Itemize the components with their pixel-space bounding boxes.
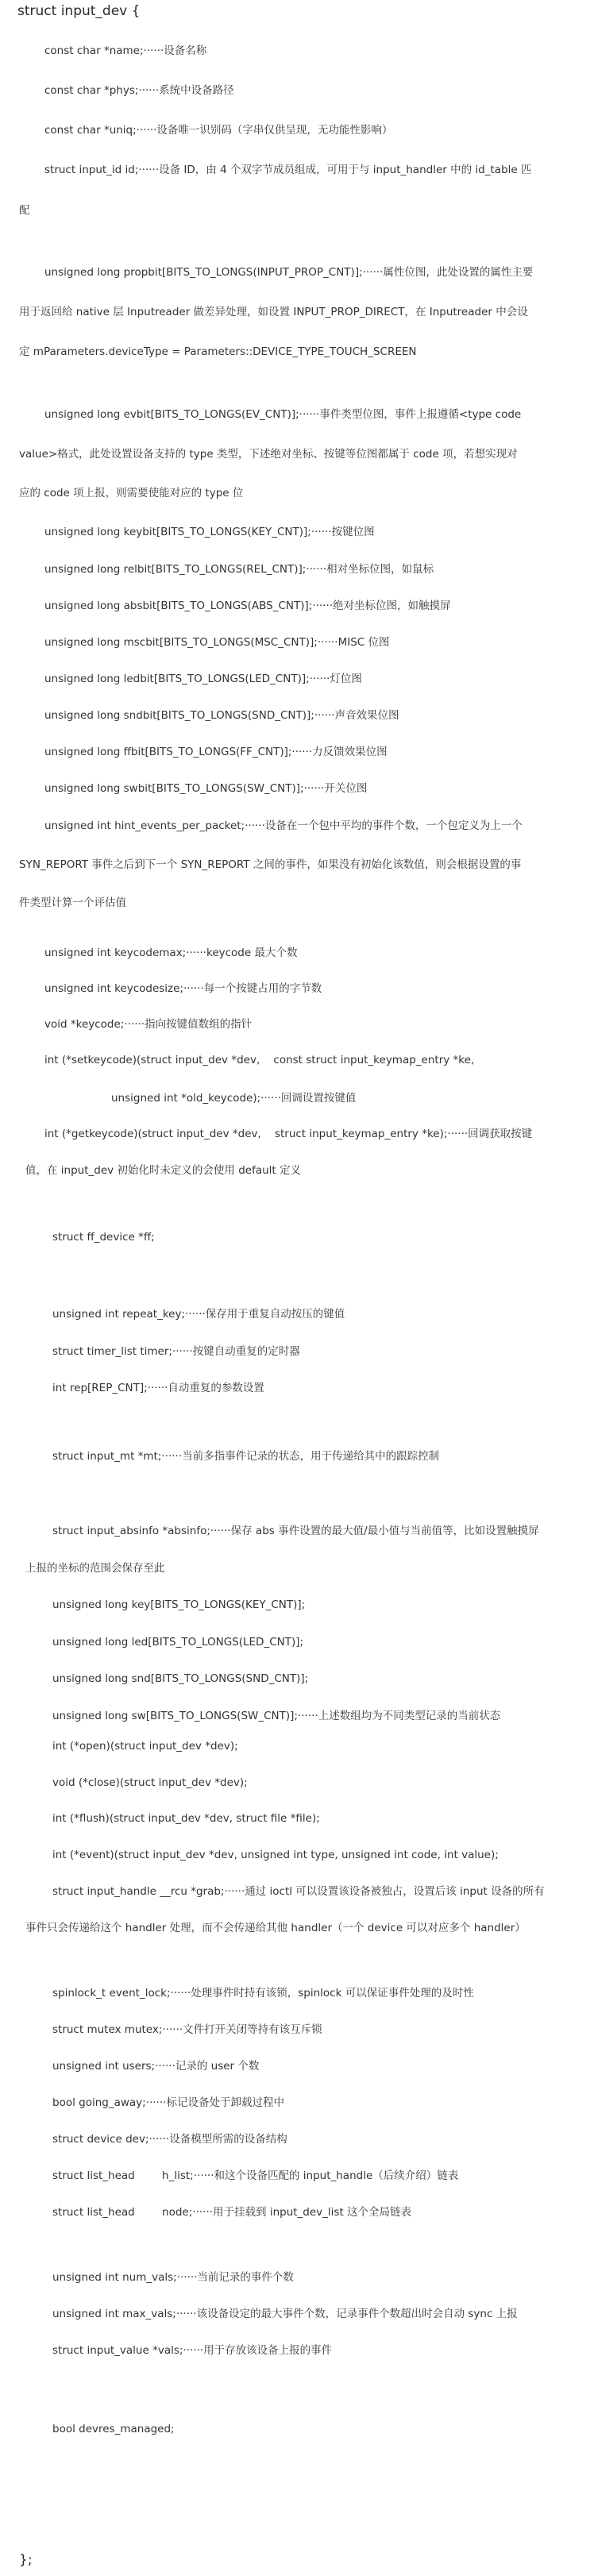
field-snd: unsigned long snd[BITS_TO_LONGS(SND_CNT)]; <box>52 1672 309 1685</box>
field-absbit: unsigned long absbit[BITS_TO_LONGS(ABS_CNT)];······绝对坐标位图，如触摸屏 <box>44 600 451 612</box>
struct-declaration-open: struct input_dev { <box>17 3 141 19</box>
field-hint-cont-1: SYN_REPORT 事件之后到下一个 SYN_REPORT 之间的事件，如果没有初始化该数值，则会根据设置的事 <box>19 858 522 871</box>
field-keybit: unsigned long keybit[BITS_TO_LONGS(KEY_CNT)];······按键位图 <box>44 526 375 538</box>
field-evbit-cont-2: 应的 code 项上报，则需要使能对应的 type 位 <box>19 487 244 499</box>
field-vals: struct input_value *vals;······用于存放该设备上报的事件 <box>52 2344 333 2357</box>
field-ff-device: struct ff_device *ff; <box>52 1231 155 1244</box>
field-devres-managed: bool devres_managed; <box>52 2423 175 2435</box>
field-phys: const char *phys;······系统中设备路径 <box>44 84 234 97</box>
field-repeat-key: unsigned int repeat_key;······保存用于重复自动按压的键值 <box>52 1308 345 1321</box>
field-propbit: unsigned long propbit[BITS_TO_LONGS(INPUT_PROP_CNT)];······属性位图，此处设置的属性主要 <box>44 266 534 279</box>
field-going-away: bool going_away;······标记设备处于卸载过程中 <box>52 2096 284 2109</box>
field-id: struct input_id id;······设备 ID，由 4 个双字节成员组成，可用于与 input_handler 中的 id_table 匹 <box>44 164 532 176</box>
field-close: void (*close)(struct input_dev *dev); <box>52 1776 248 1789</box>
field-grab: struct input_handle __rcu *grab;······通过 ioctl 可以设置该设备被独占，设置后该 input 设备的所有 <box>52 1885 545 1898</box>
struct-declaration-close: }; <box>19 2552 33 2568</box>
field-mt: struct input_mt *mt;······当前多指事件记录的状态，用于传递给其中的跟踪控制 <box>52 1450 440 1463</box>
field-name: const char *name;······设备名称 <box>44 44 207 57</box>
field-ffbit: unsigned long ffbit[BITS_TO_LONGS(FF_CNT)];······力反馈效果位图 <box>44 746 388 758</box>
field-getkeycode-cont: 值，在 input_dev 初始化时未定义的会使用 default 定义 <box>25 1164 302 1177</box>
field-uniq: const char *uniq;······设备唯一识别码（字串仅供呈现，无功能性影响） <box>44 124 393 137</box>
field-event-lock: spinlock_t event_lock;······处理事件时持有该锁，spinlock 可以保证事件处理的及时性 <box>52 1987 474 1999</box>
field-setkeycode: int (*setkeycode)(struct input_dev *dev, const struct input_keymap_entry *ke, <box>44 1054 475 1066</box>
field-relbit: unsigned long relbit[BITS_TO_LONGS(REL_CNT)];······相对坐标位图，如鼠标 <box>44 563 434 576</box>
field-h-list: struct list_head h_list;······和这个设备匹配的 input_handle（后续介绍）链表 <box>52 2169 459 2182</box>
field-keycode: void *keycode;······指向按键值数组的指针 <box>44 1018 253 1031</box>
field-grab-cont: 事件只会传递给这个 handler 处理，而不会传递给其他 handler（一个 device 可以对应多个 handler） <box>25 1922 526 1934</box>
field-sw: unsigned long sw[BITS_TO_LONGS(SW_CNT)];······上述数组均为不同类型记录的当前状态 <box>52 1710 501 1722</box>
field-led: unsigned long led[BITS_TO_LONGS(LED_CNT)]; <box>52 1636 304 1649</box>
field-mscbit: unsigned long mscbit[BITS_TO_LONGS(MSC_CNT)];······MISC 位图 <box>44 636 390 649</box>
field-absinfo: struct input_absinfo *absinfo;······保存 abs 事件设置的最大值/最小值与当前值等，比如设置触摸屏 <box>52 1525 539 1537</box>
field-swbit: unsigned long swbit[BITS_TO_LONGS(SW_CNT)];······开关位图 <box>44 782 368 795</box>
field-getkeycode: int (*getkeycode)(struct input_dev *dev, struct input_keymap_entry *ke);······回调获取按键 <box>44 1128 533 1140</box>
field-keycodesize: unsigned int keycodesize;······每一个按键占用的字节数 <box>44 982 322 995</box>
field-hint-events-per-packet: unsigned int hint_events_per_packet;······设备在一个包中平均的事件个数，一个包定义为上一个 <box>44 819 523 832</box>
field-propbit-cont-2: 定 mParameters.deviceType = Parameters::DEVICE_TYPE_TOUCH_SCREEN <box>19 345 417 358</box>
field-keycodemax: unsigned int keycodemax;······keycode 最大个数 <box>44 947 298 959</box>
field-evbit-cont-1: value>格式，此处设置设备支持的 type 类型，下述绝对坐标、按键等位图都属于 code 项，若想实现对 <box>19 448 518 461</box>
field-timer: struct timer_list timer;······按键自动重复的定时器 <box>52 1345 300 1358</box>
field-id-cont: 配 <box>19 204 30 217</box>
field-users: unsigned int users;······记录的 user 个数 <box>52 2060 260 2073</box>
field-rep: int rep[REP_CNT];······自动重复的参数设置 <box>52 1382 264 1394</box>
field-dev: struct device dev;······设备模型所需的设备结构 <box>52 2133 287 2146</box>
field-event: int (*event)(struct input_dev *dev, unsigned int type, unsigned int code, int value); <box>52 1849 499 1861</box>
field-hint-cont-2: 件类型计算一个评估值 <box>19 897 126 909</box>
field-key: unsigned long key[BITS_TO_LONGS(KEY_CNT)]; <box>52 1598 306 1611</box>
field-max-vals: unsigned int max_vals;······该设备设定的最大事件个数，记录事件个数超出时会自动 sync 上报 <box>52 2308 518 2320</box>
field-open: int (*open)(struct input_dev *dev); <box>52 1740 238 1753</box>
field-mutex: struct mutex mutex;······文件打开关闭等持有该互斥锁 <box>52 2023 322 2036</box>
field-propbit-cont-1: 用于返回给 native 层 Inputreader 做差异处理，如设置 INPUT_PROP_DIRECT，在 Inputreader 中会设 <box>19 306 528 318</box>
field-flush: int (*flush)(struct input_dev *dev, struct file *file); <box>52 1812 320 1825</box>
field-absinfo-cont: 上报的坐标的范围会保存至此 <box>25 1562 165 1575</box>
field-ledbit: unsigned long ledbit[BITS_TO_LONGS(LED_CNT)];······灯位图 <box>44 673 362 685</box>
field-num-vals: unsigned int num_vals;······当前记录的事件个数 <box>52 2271 294 2284</box>
field-sndbit: unsigned long sndbit[BITS_TO_LONGS(SND_CNT)];······声音效果位图 <box>44 709 399 722</box>
field-node: struct list_head node;······用于挂载到 input_dev_list 这个全局链表 <box>52 2206 412 2219</box>
field-evbit: unsigned long evbit[BITS_TO_LONGS(EV_CNT)];······事件类型位图，事件上报遵循<type code <box>44 408 522 421</box>
field-setkeycode-cont: unsigned int *old_keycode);······回调设置按键值 <box>111 1092 357 1105</box>
